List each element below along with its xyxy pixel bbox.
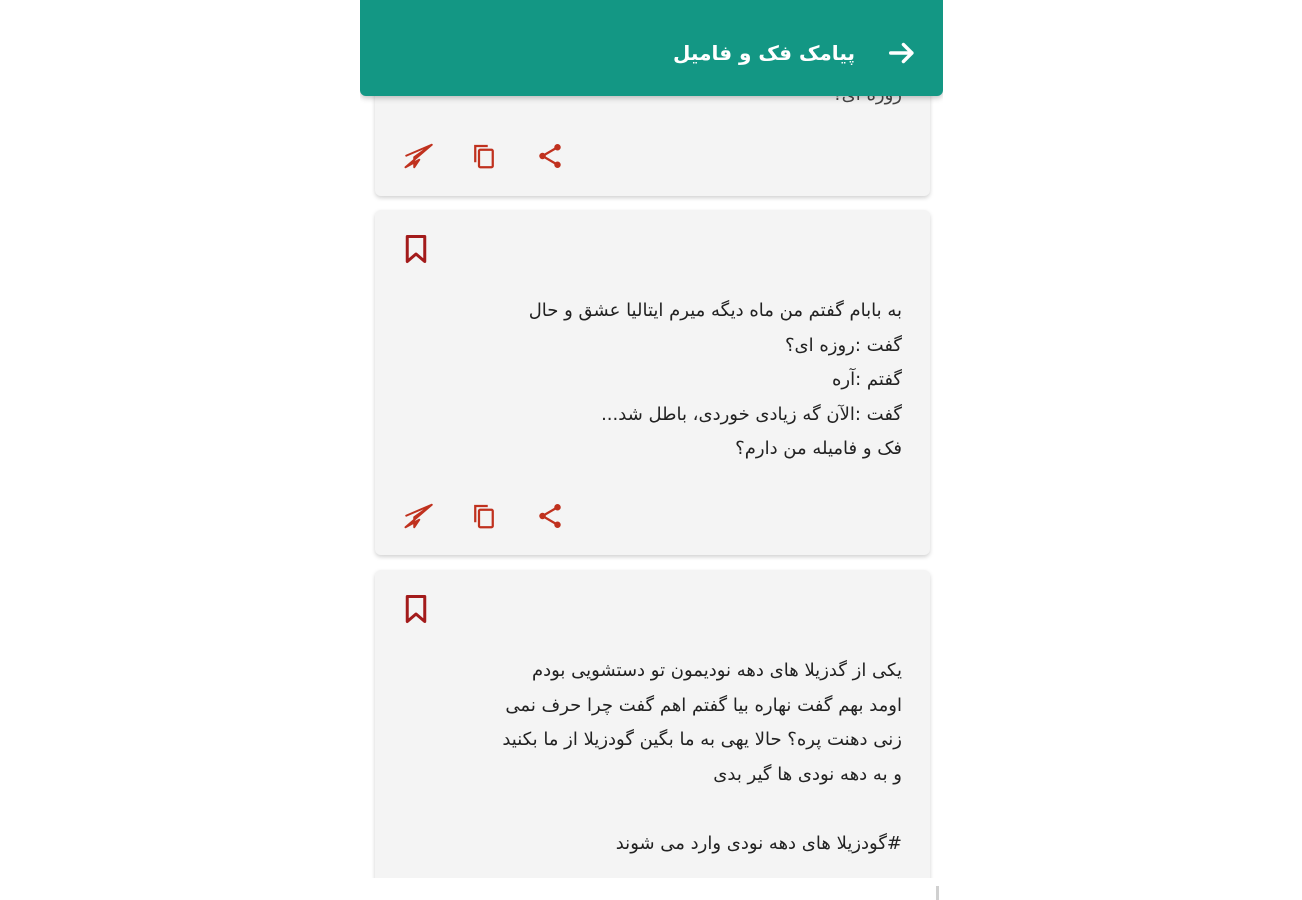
message-actions [403,501,573,531]
page-title: پیامک فک و فامیل [673,41,855,65]
scrollbar[interactable] [936,886,939,900]
send-icon[interactable] [403,501,433,531]
message-actions [403,141,573,171]
message-card [375,210,930,555]
share-icon[interactable] [535,501,565,531]
copy-icon[interactable] [469,501,499,531]
share-icon[interactable] [535,141,565,171]
message-text: یکی از گدزیلا های دهه نودیمون تو دستشویی بودم اومد بهم گفت نهاره بیا گفتم اهم گفت چرا حرف نمی زنی دهنت پره؟ حالا یهی به ما بگین گودزیلا از ما بکنید و به دهه نودی ها گیر بدی #گودزیلا های دهه نودی وارد می شوند [502,660,902,854]
copy-icon[interactable] [469,141,499,171]
message-text: به بابام گفتم من ماه دیگه میرم ایتالیا عشق و حال گفت :روزه ای؟ گفتم :آره گفت :الآن گه زیادی خوردی، باطل شد... فک و فامیله من دارم؟ [528,300,902,459]
bookmark-icon[interactable] [403,234,429,264]
send-icon[interactable] [403,141,433,171]
bookmark-icon[interactable] [403,594,429,624]
message-card [375,570,930,878]
app-bar [360,0,943,96]
phone-screen [360,0,943,878]
arrow-right-icon[interactable] [885,36,919,70]
